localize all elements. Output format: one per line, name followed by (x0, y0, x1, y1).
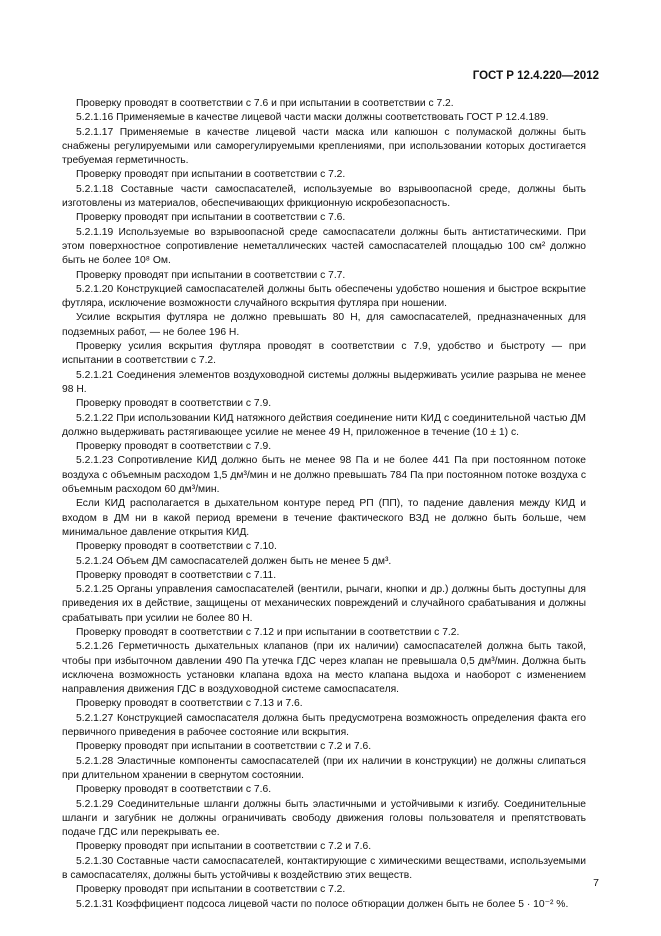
standard-header: ГОСТ Р 12.4.220—2012 (472, 70, 599, 82)
paragraph: Проверку проводят в соответствии с 7.6 и при испытании в соответствии с 7.2. (76, 98, 454, 109)
paragraph: 5.2.1.20 Конструкцией самоспасателей должны быть обеспечены удобство ношения и быстрое вскрытие футляра, исключение возможности случайного вскрытия футляра при ношении. (62, 283, 586, 310)
paragraph: Проверку проводят в соответствии с 7.9. (76, 441, 272, 453)
paragraph: Усилие вскрытия футляра не должно превышать 80 Н, для самоспасателей, предназначенных для подземных работ, — не более 196 Н. (62, 312, 586, 338)
paragraph: 5.2.1.23 Сопротивление КИД должно быть не менее 98 Па и не более 441 Па при постоянном потоке воздуха с объемным расходом 1,5 дм³/мин и не должно превышать 784 Па при постоянном потоке воздуха с объемным расходом 60 дм³/мин. (62, 455, 586, 496)
paragraph: Проверку проводят в соответствии с 7.13 и 7.6. (76, 698, 303, 710)
paragraph: Проверку проводят при испытании в соответствии с 7.2 и 7.6. (76, 841, 372, 853)
paragraph: 5.2.1.29 Соединительные шланги должны быть эластичными и устойчивыми к изгибу. Соединительные шланги и загубник не должны ограничивать свободу движения головы пользователя и препятствовать подаче ГДС или перекрывать ее. (62, 798, 586, 839)
paragraph: Проверку проводят в соответствии с 7.6. (76, 784, 272, 796)
paragraph: Проверку проводят при испытании в соответствии с 7.2. (76, 884, 346, 896)
paragraph: Проверку проводят в соответствии с 7.10. (76, 541, 277, 553)
paragraph: 5.2.1.18 Составные части самоспасателей, используемые во взрывоопасной среде, должны быть изготовлены из материалов, обеспечивающих фрикционную искробезопасность. (62, 183, 586, 210)
page-number: 7 (593, 877, 599, 889)
paragraph: Проверку проводят при испытании в соответствии с 7.6. (76, 212, 346, 224)
paragraph: 5.2.1.22 При использовании КИД натяжного действия соединение нити КИД с соединительной частью ДМ должно выдерживать растягивающее усилие не менее 49 Н, приложенное в течение (10 ± 1) с. (62, 412, 586, 438)
paragraph: Проверку проводят в соответствии с 7.12 и при испытании в соответствии с 7.2. (76, 626, 460, 638)
paragraph: Проверку проводят при испытании в соответствии с 7.2. (76, 169, 346, 181)
paragraph: Если КИД располагается в дыхательном контуре перед РП (ПП), то падение давления между КИД и входом в ДМ ни в какой период времени в течение фактического ВЗД не должно быть больше, чем минимальное давление открытия КИД. (62, 498, 586, 538)
paragraph: 5.2.1.26 Герметичность дыхательных клапанов (при их наличии) самоспасателей должна быть такой, чтобы при избыточном давлении 490 Па утечка ГДС через клапан не превышала 0,5 дм³/мин. Должна быть исключена возможность установки клапана вдоха на место клапана выдоха и наоборот с изменением направления движения ГДС в воздуховодной системе самоспасателя. (62, 641, 586, 696)
document-body (62, 97, 586, 912)
paragraph: 5.2.1.25 Органы управления самоспасателей (вентили, рычаги, кнопки и др.) должны быть доступны для приведения их в действие, защищены от механических повреждений и случайного срабатывания и должны срабатывать при усилии не более 80 Н. (62, 584, 586, 624)
paragraph: 5.2.1.17 Применяемые в качестве лицевой части маска или капюшон с полумаской должны быть снабжены регулируемыми или саморегулируемыми креплениями, при использовании которых достигается требуемая герметичность. (62, 126, 586, 167)
paragraph: 5.2.1.24 Объем ДМ самоспасателей должен быть не менее 5 дм³. (76, 555, 392, 567)
paragraph: Проверку проводят при испытании в соответствии с 7.7. (76, 269, 346, 281)
paragraph: Проверку проводят при испытании в соответствии с 7.2 и 7.6. (76, 741, 372, 753)
paragraph: 5.2.1.28 Эластичные компоненты самоспасателей (при их наличии в конструкции) не должны слипаться при длительном хранении в свернутом состоянии. (62, 755, 586, 781)
paragraph: 5.2.1.16 Применяемые в качестве лицевой части маски должны соответствовать ГОСТ Р 12.4.189. (76, 112, 549, 124)
paragraph: 5.2.1.21 Соединения элементов воздуховодной системы должны выдерживать усилие разрыва не менее 98 Н. (62, 369, 586, 395)
paragraph: 5.2.1.31 Коэффициент подсоса лицевой части по полосе обтюрации должен быть не более 5 · 10⁻² %. (76, 898, 569, 910)
paragraph: Проверку усилия вскрытия футляра проводят в соответствии с 7.9, удобство и быстроту — при испытании в соответствии с 7.2. (62, 341, 586, 367)
paragraph: Проверку проводят в соответствии с 7.11. (76, 569, 277, 581)
paragraph: Проверку проводят в соответствии с 7.9. (76, 398, 272, 410)
paragraph: 5.2.1.27 Конструкцией самоспасателя должна быть предусмотрена возможность определения факта его первичного приведения в рабочее состояние или вскрытия. (62, 712, 586, 739)
paragraph: 5.2.1.19 Используемые во взрывоопасной среде самоспасатели должны быть антистатическими. При этом поверхностное сопротивление неметаллических частей самоспасателей площадью 100 см² должно быть не более 10⁸ Ом. (62, 226, 586, 267)
paragraph: 5.2.1.30 Составные части самоспасателей, контактирующие с химическими веществами, используемыми в самоспасателях, должны быть устойчивы к воздействию этих веществ. (62, 855, 586, 882)
